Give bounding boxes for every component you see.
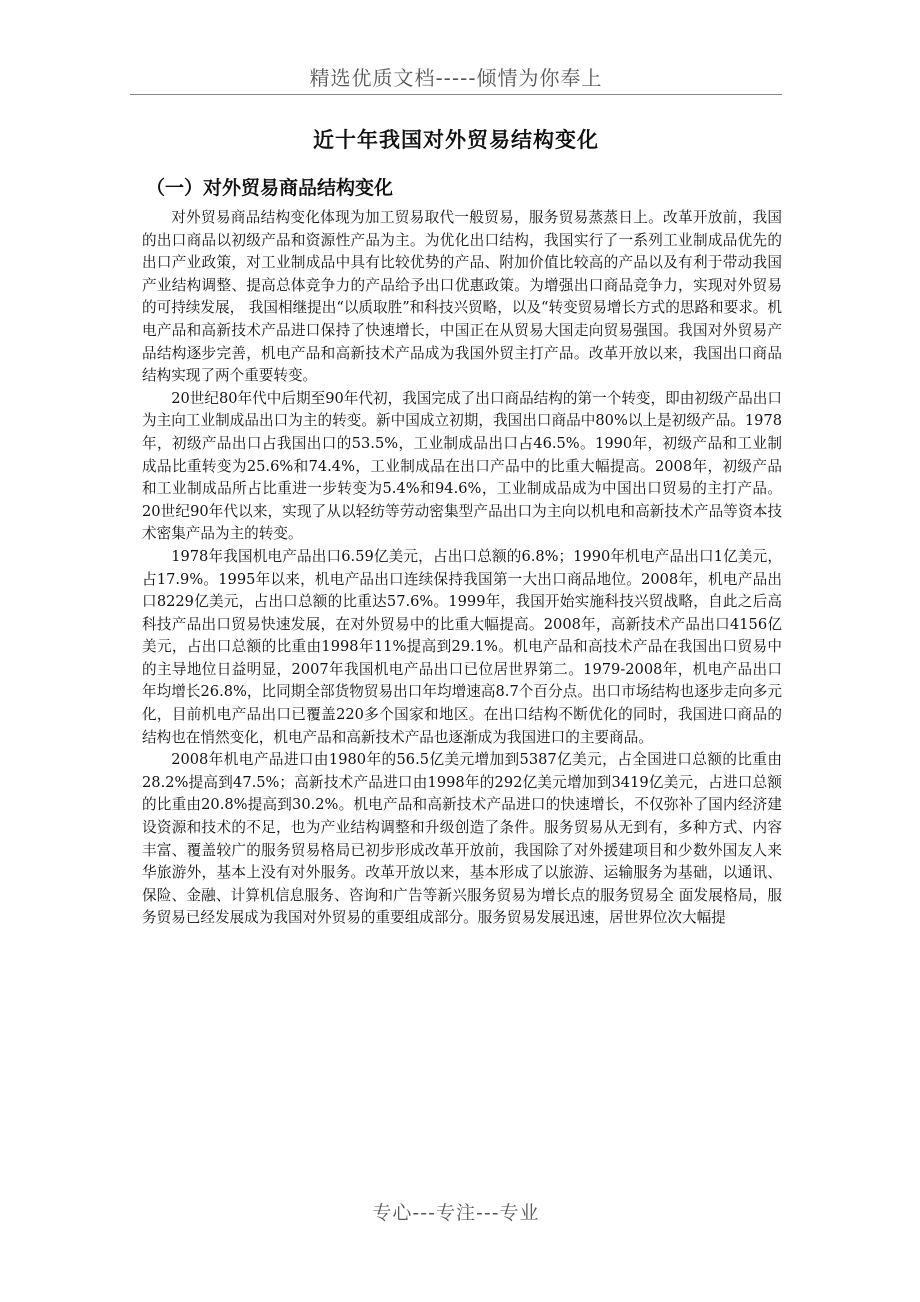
header-divider (130, 94, 782, 95)
document-title: 近十年我国对外贸易结构变化 (313, 128, 599, 152)
paragraph: 1978年我国机电产品出口6.59亿美元，占出口总额的6.8%；1990年机电产品出口1亿美元，占17.9%。1995年以来，机电产品出口连续保持我国第一大出口商品地位。2008年，机电产品出口8229亿美元，占出口总额的比重达57.6%。1999年，我国开始实施科技兴贸战略，自此之后高科技产品出口贸易快速发展，在对外贸易中的比重大幅提高。2008年，高新技术产品出口4156亿美元，占出口总额的比重由1998年11%提高到29.1%。机电产品和高技术产品在我国出口贸易中的主导地位日益明显，2007年我国机电产品出口已位居世界第二。1979-2008年，机电产品出口年均增长26.8%，比同期全部货物贸易出口年均增速高8.7个百分点。出口市场结构也逐步走向多元化，目前机电产品出口已覆盖220多个国家和地区。在出口结构不断优化的同时，我国进口商品的结构也在悄然变化，机电产品和高新技术产品也逐渐成为我国进口的主要商品。 (142, 547, 782, 746)
page-footer-text: 专心---专注---专业 (372, 1202, 540, 1224)
document-body (142, 207, 782, 930)
paragraph: 20世纪80年代中后期至90年代初，我国完成了出口商品结构的第一个转变，即由初级产品出口为主向工业制成品出口为主的转变。新中国成立初期，我国出口商品中80%以上是初级产品。1978年，初级产品出口占我国出口的53.5%，工业制成品出口占46.5%。1990年，初级产品和工业制成品比重转变为25.6%和74.4%，工业制成品在出口产品中的比重大幅提高。2008年，初级产品和工业制成品所占比重进一步转变为5.4%和94.6%，工业制成品成为中国出口贸易的主打产品。20世纪90年代以来，实现了从以轻纺等劳动密集型产品出口为主向以机电和高新技术产品等资本技术密集产品为主的转变。 (142, 389, 782, 543)
paragraph: 2008年机电产品进口由1980年的56.5亿美元增加到5387亿美元，占全国进口总额的比重由28.2%提高到47.5%；高新技术产品进口由1998年的292亿美元增加到3419亿美元，占进口总额的比重由20.8%提高到30.2%。机电产品和高新技术产品进口的快速增长，不仅弥补了国内经济建设资源和技术的不足，也为产业结构调整和升级创造了条件。服务贸易从无到有，多种方式、内容丰富、覆盖较广的服务贸易格局已初步形成改革开放前，我国除了对外援建项目和少数外国友人来华旅游外，基本上没有对外服务。改革开放以来，基本形成了以旅游、运输服务为基础，以通讯、保险、金融、计算机信息服务、咨询和广告等新兴服务贸易为增长点的服务贸易全 面发展格局，服务贸易已经发展成为我国对外贸易的重要组成部分。服务贸易发展迅速，居世界位次大幅提 (142, 751, 782, 927)
paragraph: 对外贸易商品结构变化体现为加工贸易取代一般贸易，服务贸易蒸蒸日上。改革开放前，我国的出口商品以初级产品和资源性产品为主。为优化出口结构，我国实行了一系列工业制成品优先的出口产业政策，对工业制成品中具有比较优势的产品、附加价值比较高的产品以及有利于带动我国产业结构调整、提高总体竞争力的产品给予出口优惠政策。为增强出口商品竞争力，实现对外贸易的可持续发展， 我国相继提出“以质取胜”和科技兴贸略，以及“转变贸易增长方式的思路和要求。机电产品和高新技术产品进口保持了快速增长，中国正在从贸易大国走向贸易强国。我国对外贸易产品结构逐步完善，机电产品和高新技术产品成为我国外贸主打产品。改革开放以来，我国出口商品结构实现了两个重要转变。 (142, 209, 782, 385)
page-header-text: 精选优质文档-----倾情为你奉上 (309, 66, 603, 90)
section-heading: （一）对外贸易商品结构变化 (146, 177, 394, 199)
